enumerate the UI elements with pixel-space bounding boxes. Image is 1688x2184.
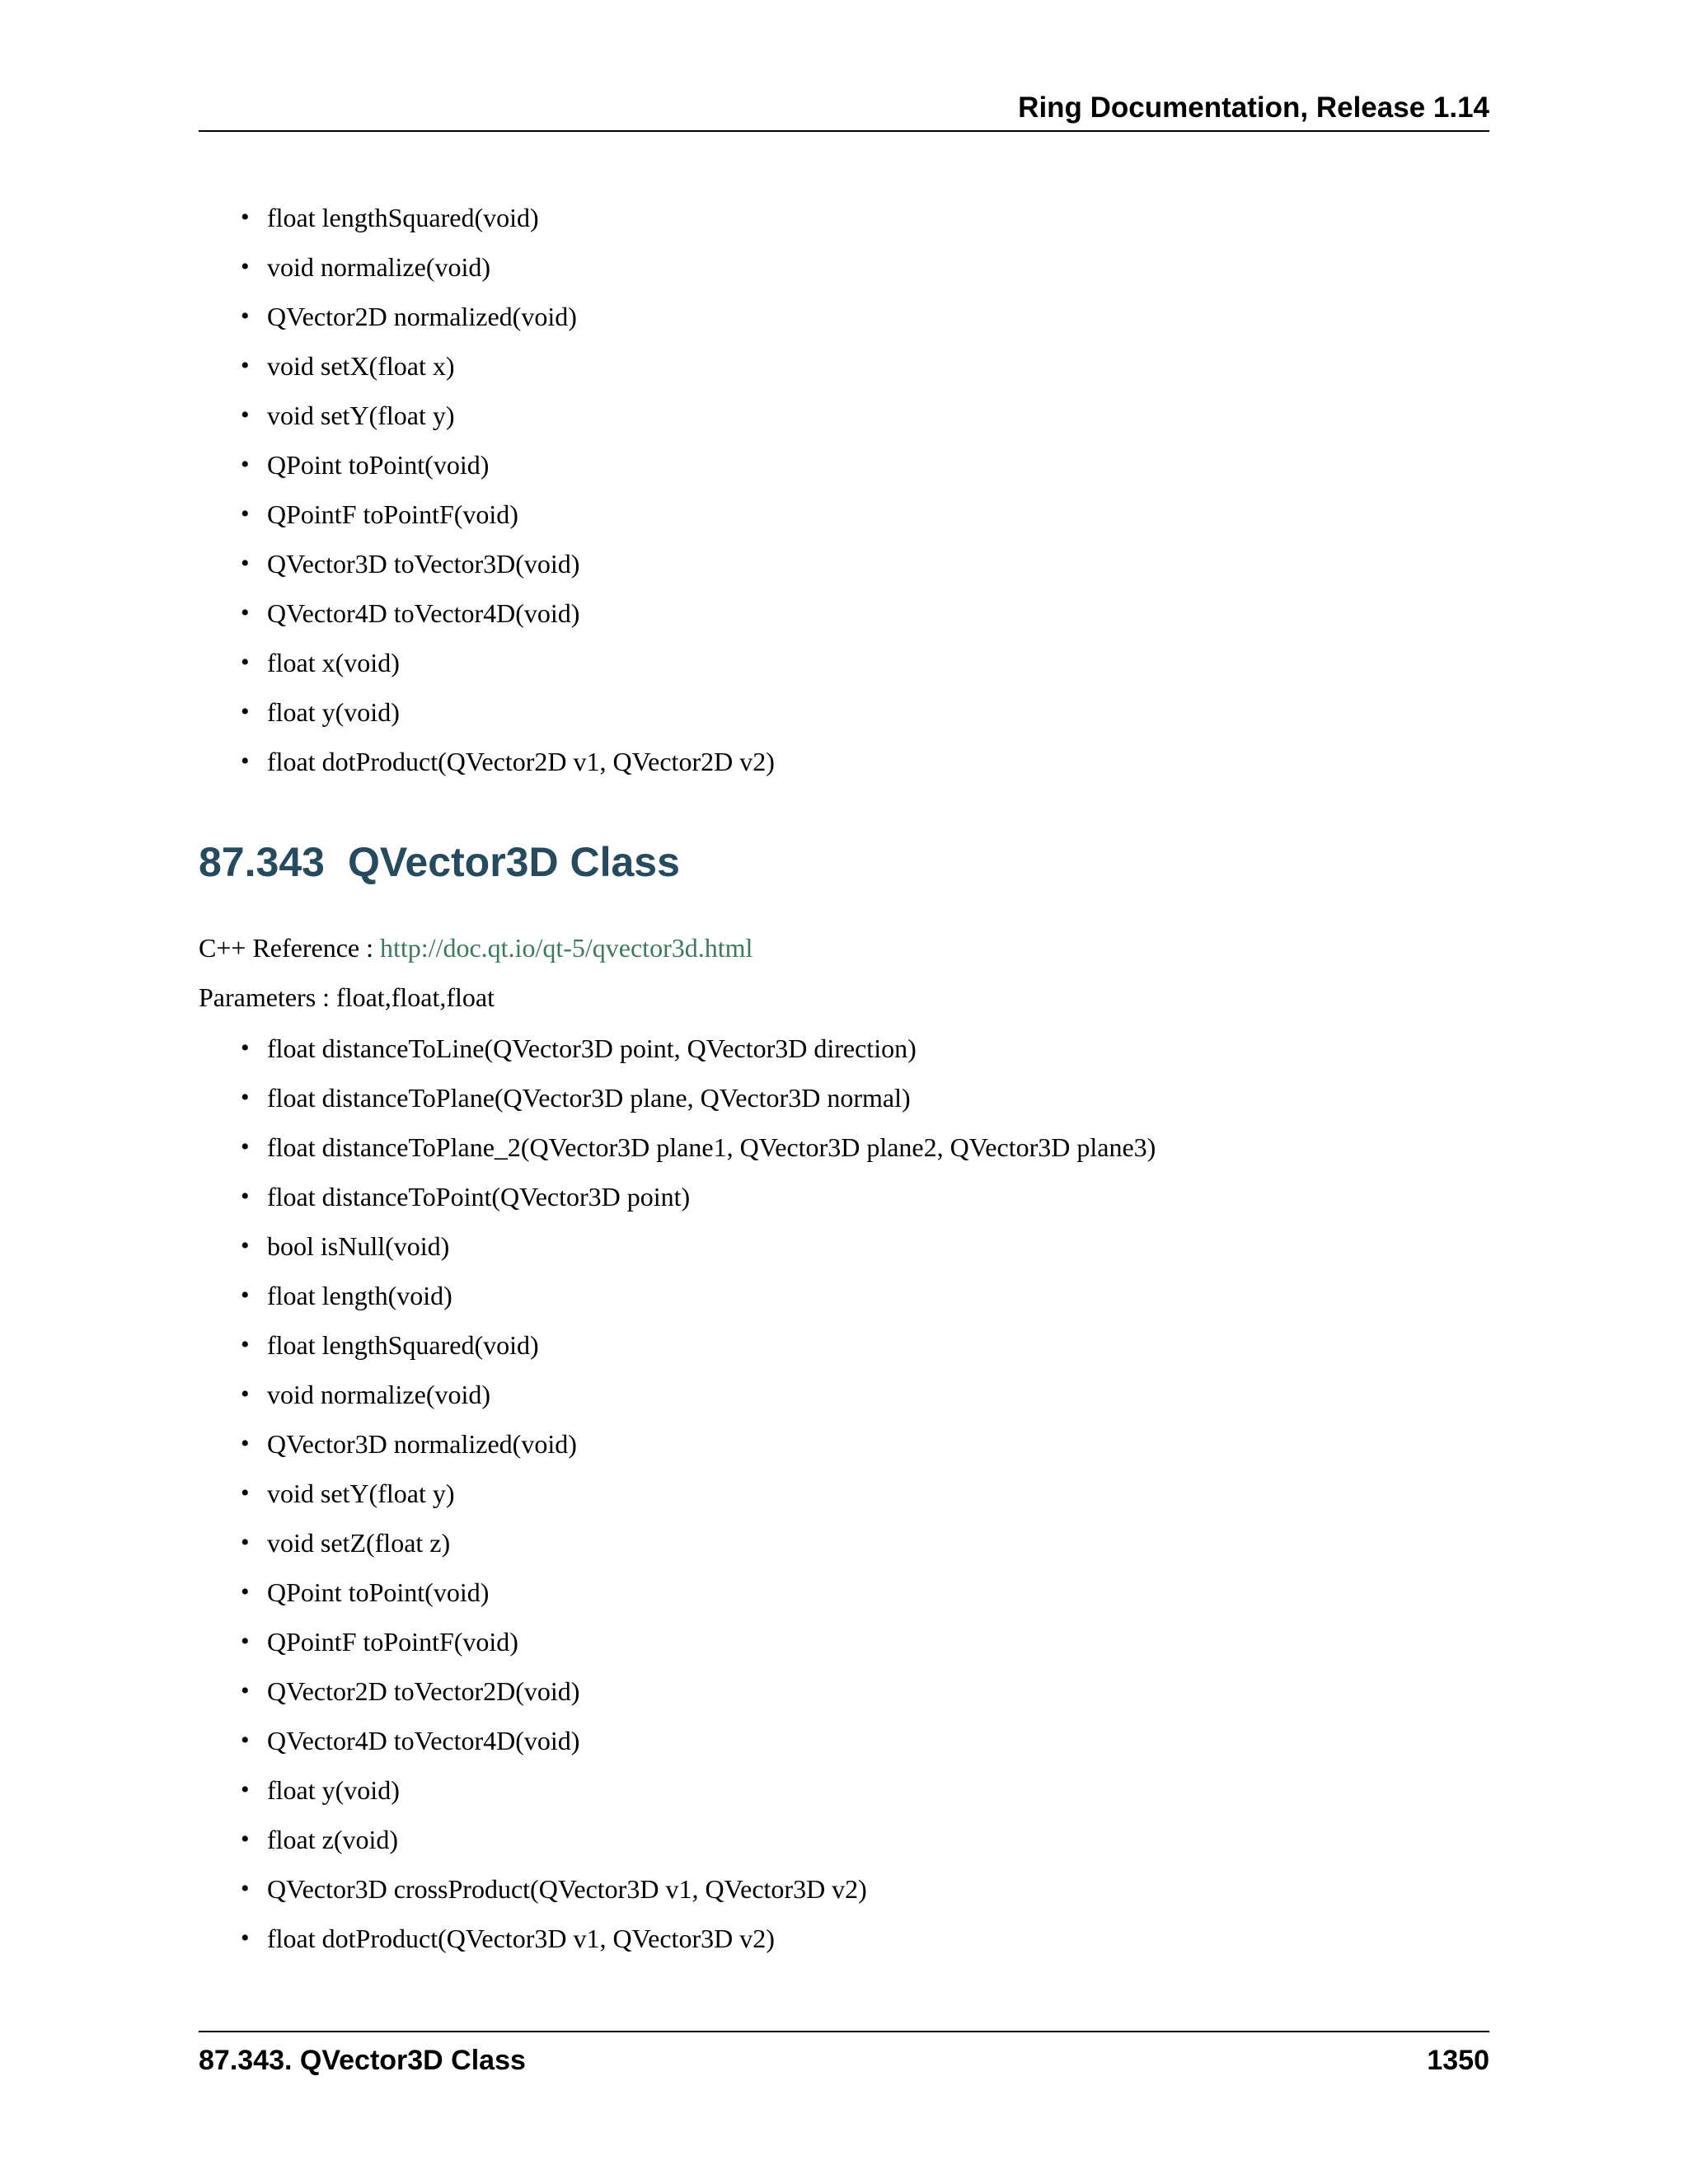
list-item: • float distanceToPlane_2(QVector3D plane1, QVector3D plane2, QVector3D plane3) bbox=[0, 1122, 1156, 1172]
cpp-reference-label: C++ Reference : bbox=[199, 933, 380, 963]
method-list-qvector2d bbox=[0, 193, 775, 786]
page-header bbox=[199, 91, 1489, 132]
list-item: • float y(void) bbox=[0, 687, 775, 737]
list-item: • void normalize(void) bbox=[0, 242, 775, 292]
list-item: • QPoint toPoint(void) bbox=[0, 1568, 1156, 1617]
list-item: • float length(void) bbox=[0, 1271, 1156, 1320]
list-item: • QPoint toPoint(void) bbox=[0, 440, 775, 490]
section-heading bbox=[199, 836, 680, 888]
list-item: • float y(void) bbox=[0, 1765, 1156, 1815]
list-item: • float lengthSquared(void) bbox=[0, 1320, 1156, 1370]
list-item: • QVector4D toVector4D(void) bbox=[0, 1716, 1156, 1765]
method-list-qvector3d bbox=[0, 1024, 1156, 1963]
list-item: • void setY(float y) bbox=[0, 1469, 1156, 1518]
section-title: QVector3D Class bbox=[347, 839, 680, 885]
list-item: • void setZ(float z) bbox=[0, 1518, 1156, 1568]
cpp-reference-link[interactable]: http://doc.qt.io/qt-5/qvector3d.html bbox=[380, 933, 753, 963]
list-item: • QVector3D toVector3D(void) bbox=[0, 539, 775, 588]
list-item: • float lengthSquared(void) bbox=[0, 193, 775, 242]
cpp-reference bbox=[199, 930, 753, 966]
list-item: • float distanceToLine(QVector3D point, QVector3D direction) bbox=[0, 1024, 1156, 1073]
document-title: Ring Documentation, Release 1.14 bbox=[1018, 91, 1489, 124]
list-item: • QPointF toPointF(void) bbox=[0, 490, 775, 539]
list-item: • float dotProduct(QVector3D v1, QVector3D v2) bbox=[0, 1914, 1156, 1963]
list-item: • QVector3D normalized(void) bbox=[0, 1419, 1156, 1469]
list-item: • float distanceToPoint(QVector3D point) bbox=[0, 1172, 1156, 1221]
list-item: • QPointF toPointF(void) bbox=[0, 1617, 1156, 1666]
list-item: • QVector4D toVector4D(void) bbox=[0, 588, 775, 638]
list-item: • float z(void) bbox=[0, 1815, 1156, 1864]
parameters-text: Parameters : float,float,float bbox=[199, 982, 495, 1012]
list-item: • float dotProduct(QVector2D v1, QVector2D v2) bbox=[0, 737, 775, 786]
list-item: • void setX(float x) bbox=[0, 341, 775, 391]
list-item: • QVector3D crossProduct(QVector3D v1, QVector3D v2) bbox=[0, 1864, 1156, 1914]
list-item: • QVector2D normalized(void) bbox=[0, 292, 775, 341]
list-item: • void normalize(void) bbox=[0, 1370, 1156, 1419]
section-number: 87.343 bbox=[199, 839, 325, 885]
footer-section: 87.343. QVector3D Class bbox=[199, 2045, 526, 2076]
page-number: 1350 bbox=[1427, 2045, 1489, 2076]
page-footer bbox=[199, 2031, 1489, 2079]
list-item: • bool isNull(void) bbox=[0, 1221, 1156, 1271]
list-item: • QVector2D toVector2D(void) bbox=[0, 1666, 1156, 1716]
list-item: • float distanceToPlane(QVector3D plane, QVector3D normal) bbox=[0, 1073, 1156, 1122]
list-item: • void setY(float y) bbox=[0, 391, 775, 440]
list-item: • float x(void) bbox=[0, 638, 775, 687]
